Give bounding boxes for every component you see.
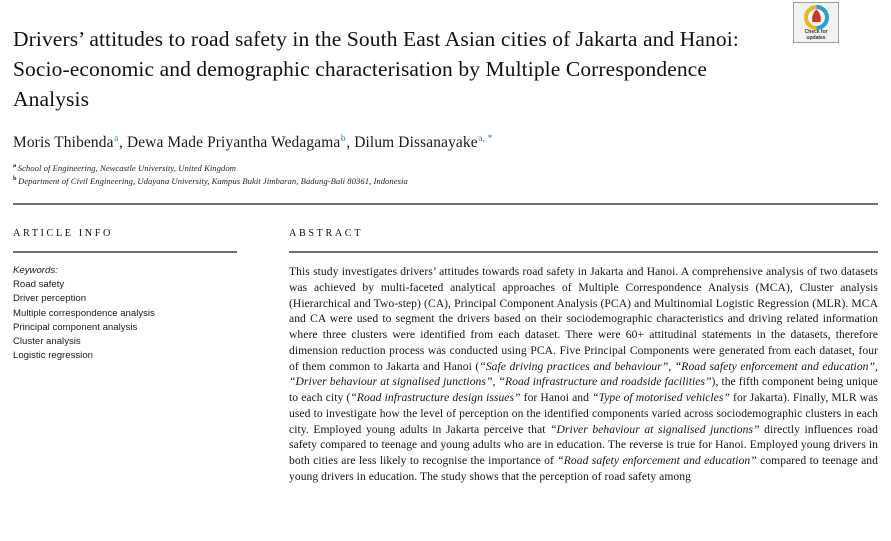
keyword-item: Logistic regression xyxy=(13,350,93,362)
abstract-emphasis: “Road infrastructure and roadside facilities” xyxy=(498,375,712,389)
paper-header xyxy=(13,0,878,187)
author-affiliation-mark-3[interactable]: a, * xyxy=(478,133,493,144)
abstract-run: ), the fifth component being unique to each city ( xyxy=(289,375,878,404)
abstract-run: , xyxy=(492,375,499,389)
abstract-divider-rule xyxy=(289,251,878,253)
author-affiliation-mark-1[interactable]: a xyxy=(114,133,119,144)
keyword-item: Multiple correspondence analysis xyxy=(13,307,155,319)
abstract-run: directly influences road safety compared to teenage and young adults who are in education. The reverse is true for Hanoi. Employed young drivers in both cities are less likely to recognise the importance of xyxy=(289,422,878,467)
abstract-emphasis: “Driver behaviour at signalised junctions” xyxy=(550,422,760,436)
abstract-heading: ABSTRACT xyxy=(289,228,364,239)
keywords-block xyxy=(13,264,289,363)
article-info-heading: ARTICLE INFO xyxy=(13,228,113,239)
abstract-run: This study investigates drivers’ attitudes towards road safety in Jakarta and Hanoi. A comprehensive analysis of two datasets was achieved by multi-faceted analytical approaches of Multiple Correspondence Analysis (MCA), Cluster analysis (Hierarchical and Two-step) (CA), Principal Component Analysis (PCA) and Multinomial Logistic Regression (MLR). MCA and CA were used to segment the drivers based on their sociodemographic characteristics and driving related information where three clusters were identified from each dataset. There were 60+ attitudinal statements in the datasets, therefore dimension reduction process was conducted using PCA. Five Principal Components were generated from each dataset, four of them common to Jakarta and Hanoi ( xyxy=(289,265,878,373)
abstract-emphasis: “Type of motorised vehicles” xyxy=(592,391,730,404)
keyword-item: Driver perception xyxy=(13,293,87,305)
abstract-emphasis: “Driver behaviour at signalised junctions” xyxy=(289,375,493,389)
keyword-item: Cluster analysis xyxy=(13,336,81,348)
abstract-column xyxy=(289,228,878,485)
abstract-run: , xyxy=(668,359,675,373)
affiliation-mark-b: b xyxy=(13,174,17,182)
affiliation-mark-a: a xyxy=(13,162,17,170)
author-name-1: Moris Thibenda xyxy=(13,134,114,151)
keywords-label: Keywords: xyxy=(13,265,58,276)
abstract-emphasis: “Safe driving practices and behaviour” xyxy=(479,359,669,373)
author-name-3: Dilum Dissanayake xyxy=(354,134,478,151)
header-divider-rule xyxy=(13,203,878,205)
affiliation-b xyxy=(13,175,878,188)
author-list: Moris Thibenda$^a$, Dewa Made Priyantha Wedagama$^b$, Dilum Dissanayake$^{a, *}$ xyxy=(13,133,493,151)
author-affiliation-mark-2[interactable]: b xyxy=(340,133,346,144)
abstract-run: for Jakarta). Finally, MLR was used to investigate how the level of perception on the identified components varied across sociodemographic clusters in each city. Employed young adults in Jakarta perceive that xyxy=(289,391,878,436)
article-info-divider-rule xyxy=(13,251,237,253)
affiliation-text-b: Department of Civil Engineering, Udayana University, Kampus Bukit Jimbaran, Badung-Bali 80361, Indonesia xyxy=(18,175,408,186)
crossmark-caption-line1: Check for xyxy=(804,29,828,35)
affiliation-list xyxy=(13,153,878,187)
abstract-run: compared to teenage and young drivers in education. The study shows that the perception of road safety among xyxy=(289,454,878,483)
affiliation-a xyxy=(13,162,878,175)
paper-title: Drivers’ attitudes to road safety in the South East Asian cities of Jakarta and Hanoi: Socio-economic and demographic characterisation by Multiple Correspondence Analysis xyxy=(13,27,739,111)
abstract-run: , xyxy=(875,359,878,373)
article-info-column xyxy=(13,228,289,363)
abstract-run: for Hanoi and xyxy=(520,391,593,404)
page-bottom-clip xyxy=(0,501,891,541)
info-abstract-columns xyxy=(13,228,878,485)
keyword-item: Road safety xyxy=(13,279,65,291)
abstract-emphasis: “Road safety enforcement and education” xyxy=(557,454,757,467)
affiliation-text-a: School of Engineering, Newcastle University, United Kingdom xyxy=(17,163,236,173)
abstract-emphasis: “Road safety enforcement and education” xyxy=(674,359,876,373)
abstract-emphasis: “Road infrastructure design issues” xyxy=(350,391,521,404)
abstract-text xyxy=(289,264,878,485)
author-name-2: Dewa Made Priyantha Wedagama xyxy=(126,134,341,151)
keyword-item: Principal component analysis xyxy=(13,321,138,333)
crossmark-caption-line2: updates xyxy=(806,34,826,41)
